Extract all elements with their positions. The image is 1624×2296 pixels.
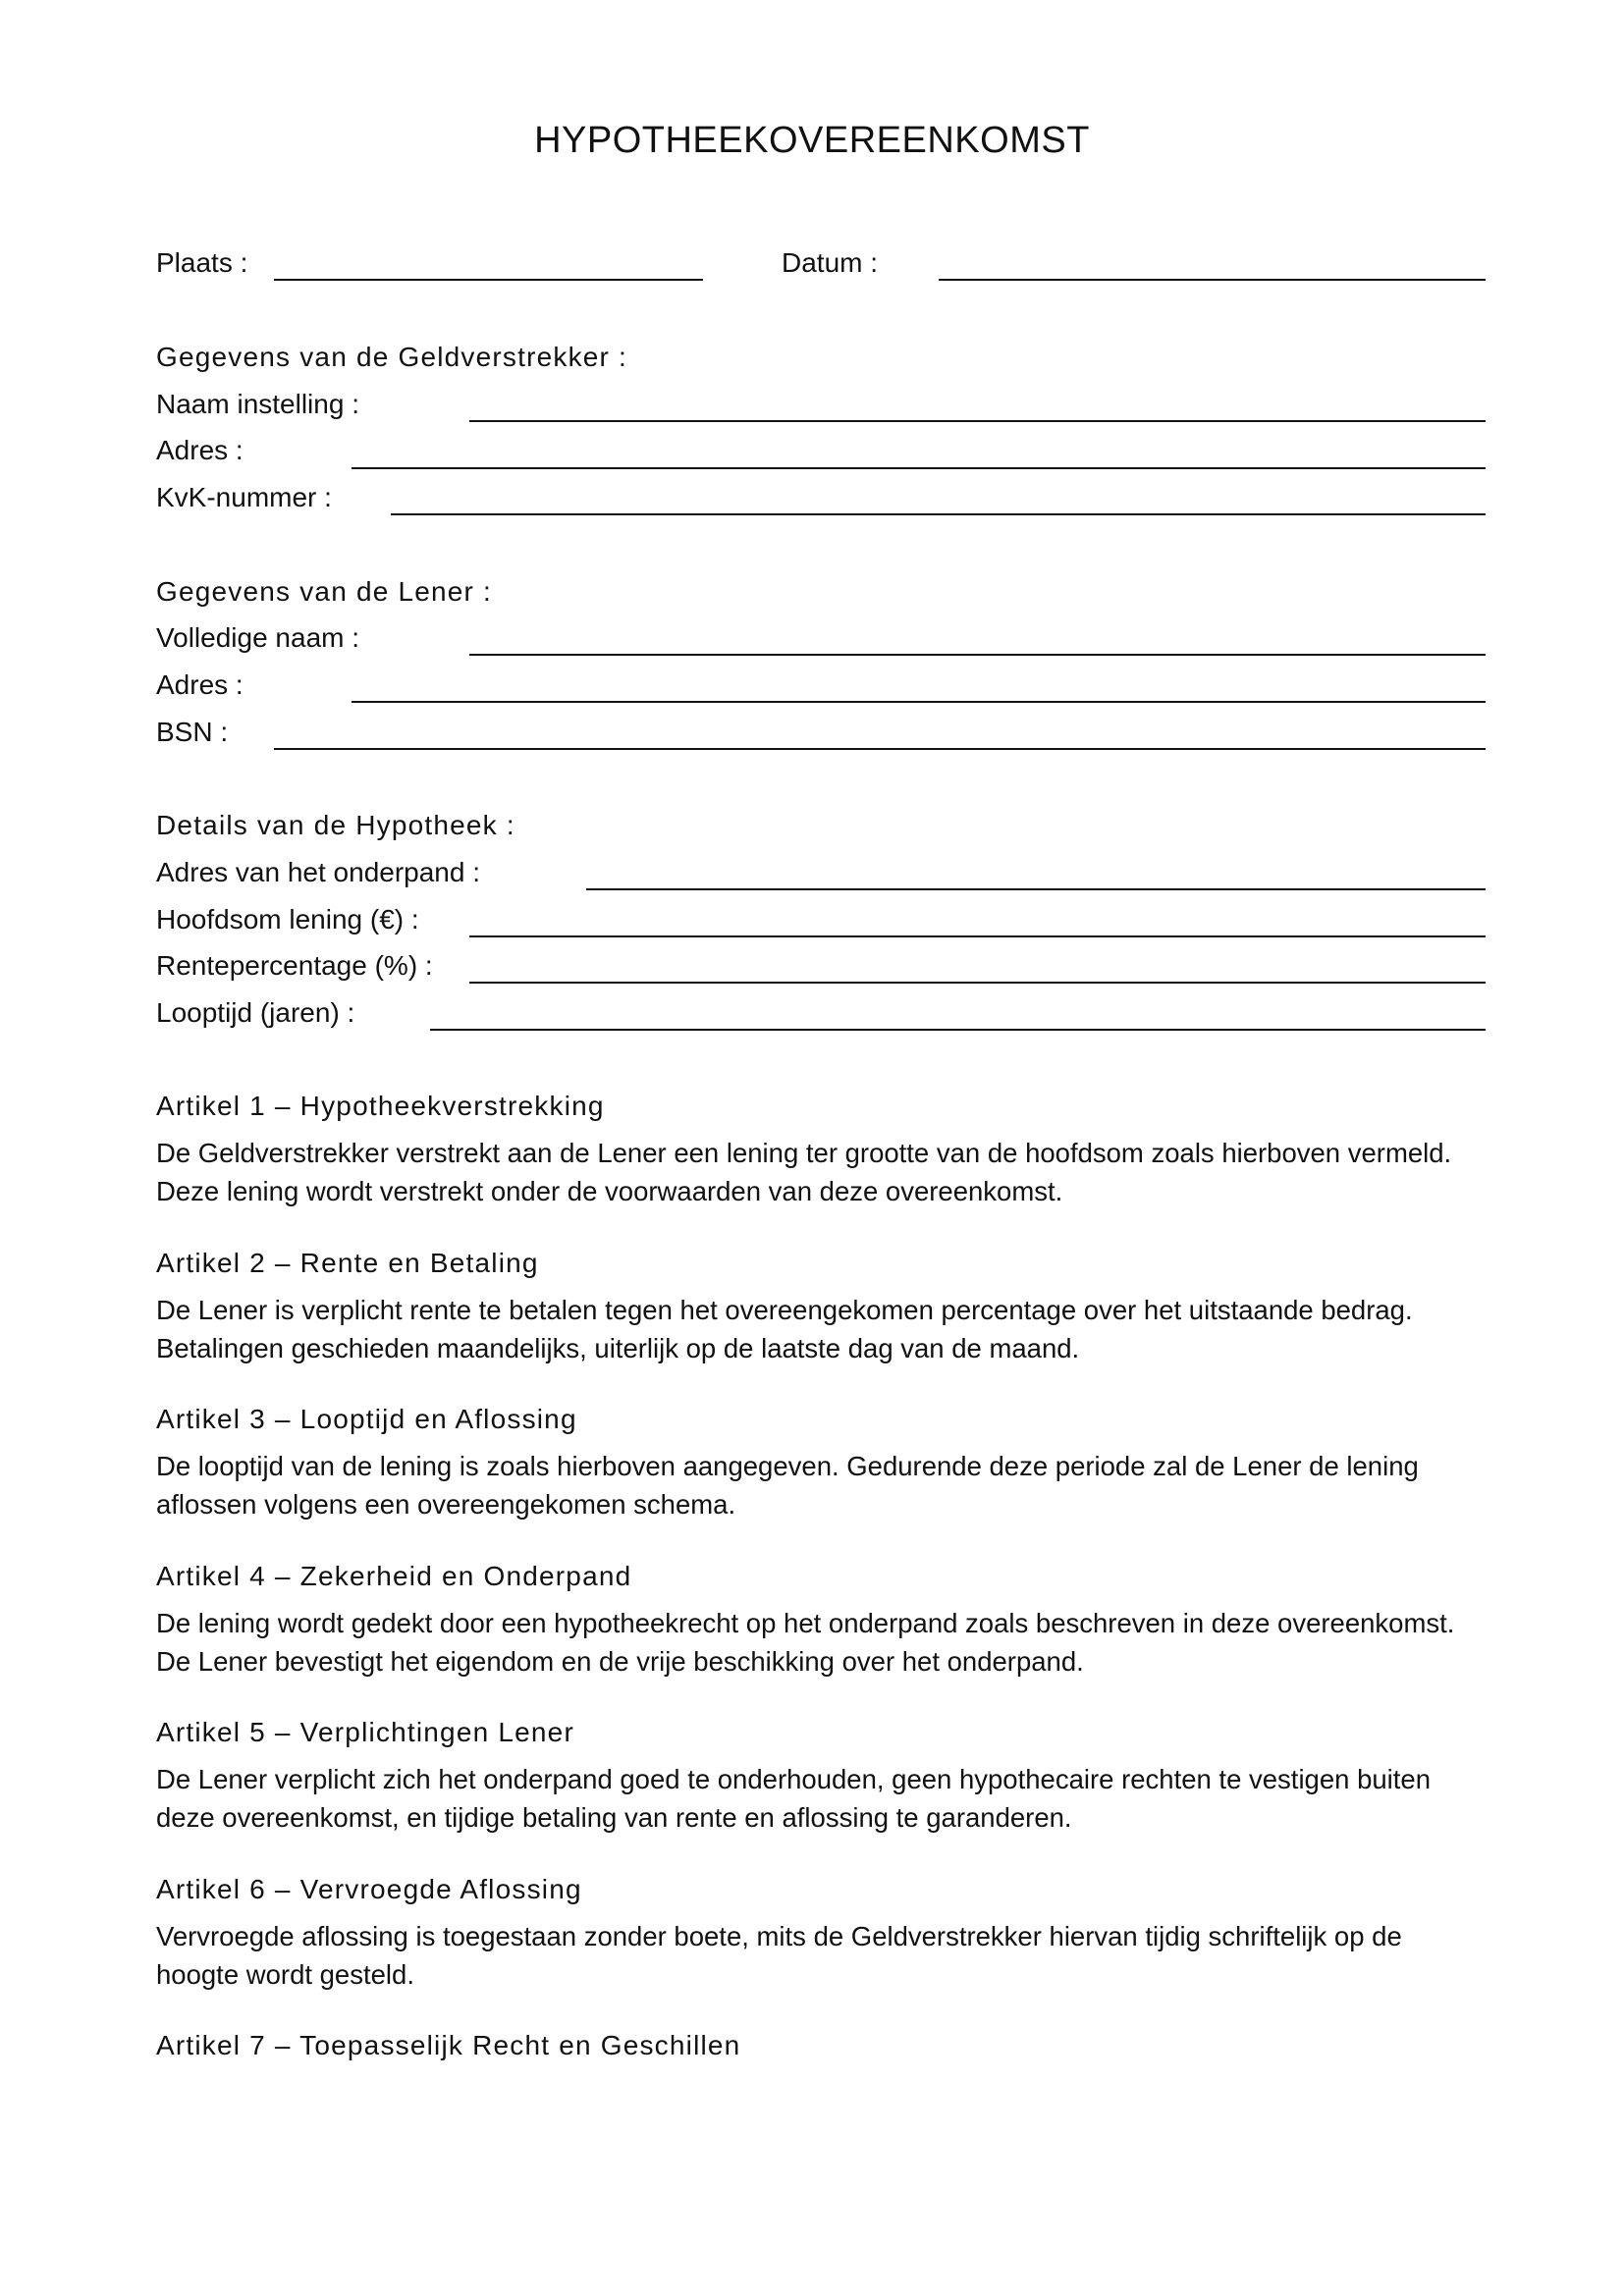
lender-section-heading: Gegevens van de Geldverstrekker : <box>156 342 628 372</box>
article-7-title: Artikel 7 – Toepasselijk Recht en Geschillen <box>156 2030 741 2060</box>
borrower-section-heading: Gegevens van de Lener : <box>156 576 493 607</box>
document-title: HYPOTHEEKOVEREENKOMST <box>534 120 1090 161</box>
lender-address-label: Adres : <box>156 435 244 465</box>
article-3-body: De looptijd van de lening is zoals hierboven aangegeven. Gedurende deze periode zal de Lener de lening aflossen volgens een overeengekomen schema. <box>156 1451 1419 1520</box>
article-4-body: De lening wordt gedekt door een hypotheekrecht op het onderpand zoals beschreven in deze overeenkomst. De Lener bevestigt het eigendom en de vrije beschikking over het onderpand. <box>156 1608 1455 1677</box>
property-address-field[interactable] <box>586 888 1486 890</box>
principal-field[interactable] <box>469 935 1486 937</box>
lender-name-field[interactable] <box>469 420 1486 422</box>
lender-name-label: Naam instelling : <box>156 389 359 419</box>
lender-address-field[interactable] <box>352 467 1486 469</box>
date-field[interactable] <box>939 279 1486 281</box>
mortgage-section-heading: Details van de Hypotheek : <box>156 810 515 840</box>
term-label: Looptijd (jaren) : <box>156 997 355 1028</box>
term-field[interactable] <box>430 1029 1486 1031</box>
article-4-title: Artikel 4 – Zekerheid en Onderpand <box>156 1561 632 1591</box>
article-3-title: Artikel 3 – Looptijd en Aflossing <box>156 1404 577 1434</box>
article-6-title: Artikel 6 – Vervroegde Aflossing <box>156 1874 582 1904</box>
lender-kvk-label: KvK-nummer : <box>156 482 332 512</box>
interest-rate-label: Rentepercentage (%) : <box>156 950 433 981</box>
borrower-bsn-label: BSN : <box>156 717 229 747</box>
place-field[interactable] <box>274 279 703 281</box>
article-6-body: Vervroegde aflossing is toegestaan zonder boete, mits de Geldverstrekker hiervan tijdig schriftelijk op de hoogte wordt gesteld. <box>156 1921 1402 1990</box>
property-address-label: Adres van het onderpand : <box>156 857 481 887</box>
article-2-title: Artikel 2 – Rente en Betaling <box>156 1248 539 1278</box>
borrower-name-label: Volledige naam : <box>156 622 360 653</box>
principal-label: Hoofdsom lening (€) : <box>156 904 419 934</box>
borrower-name-field[interactable] <box>469 654 1486 656</box>
article-2-body: De Lener is verplicht rente te betalen tegen het overeengekomen percentage over het uitstaande bedrag. Betalingen geschieden maandelijks, uiterlijk op de laatste dag van de maand. <box>156 1295 1413 1363</box>
borrower-bsn-field[interactable] <box>274 748 1486 750</box>
borrower-address-label: Adres : <box>156 669 244 700</box>
borrower-address-field[interactable] <box>352 701 1486 703</box>
article-5-title: Artikel 5 – Verplichtingen Lener <box>156 1717 574 1747</box>
article-1-body: De Geldverstrekker verstrekt aan de Lener een lening ter grootte van de hoofdsom zoals hierboven vermeld. Deze lening wordt verstrekt onder de voorwaarden van deze overeenkomst. <box>156 1138 1452 1206</box>
lender-kvk-field[interactable] <box>391 513 1486 515</box>
article-5-body: De Lener verplicht zich het onderpand goed te onderhouden, geen hypothecaire rechten te vestigen buiten deze overeenkomst, en tijdige betaling van rente en aflossing te garanderen. <box>156 1764 1432 1833</box>
article-1-title: Artikel 1 – Hypotheekverstrekking <box>156 1091 605 1121</box>
interest-rate-field[interactable] <box>469 982 1486 984</box>
date-label: Datum : <box>782 247 879 278</box>
place-label: Plaats : <box>156 247 248 278</box>
